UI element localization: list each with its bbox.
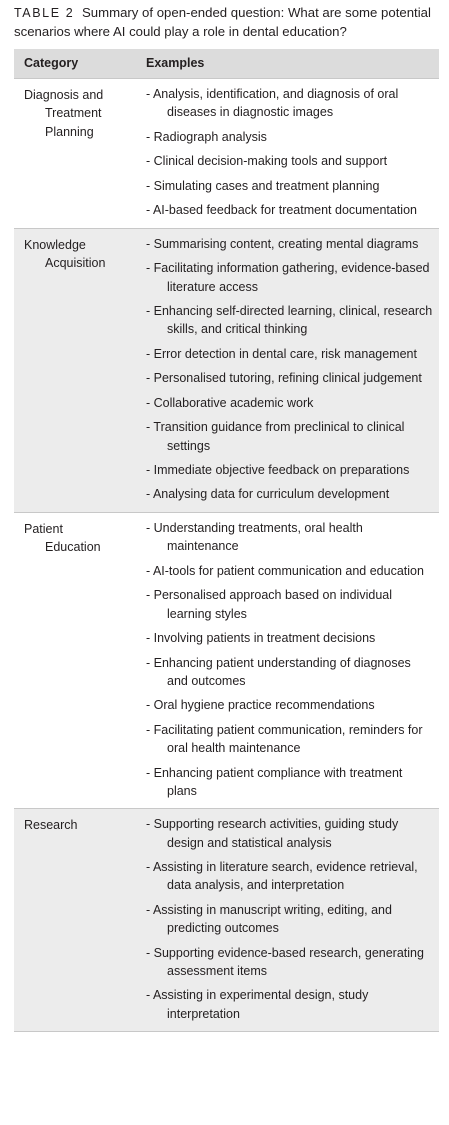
category-group [14,79,439,229]
category-column-header: Category [24,56,79,70]
example-item: - Assisting in manuscript writing, editing, and predicting outcomes [146,902,392,936]
examples-column-header: Examples [146,56,205,70]
example-item: - Analysis, identification, and diagnosis of oral diseases in diagnostic images [146,87,399,120]
example-item: - Radiograph analysis [146,129,267,144]
table-caption [14,4,444,41]
example-item: - Simulating cases and treatment planning [146,178,380,193]
category-label-line: Research [24,818,78,833]
table-label: TABLE 2 [14,6,75,20]
example-item: - Error detection in dental care, risk management [146,346,417,361]
example-item: - Involving patients in treatment decisions [146,631,376,646]
example-item: - Understanding treatments, oral health maintenance [146,520,363,554]
category-label-line: Planning [45,124,94,139]
example-item: - Assisting in literature search, evidence retrieval, data analysis, and interpretation [146,860,418,893]
category-label-line: Diagnosis and [24,88,104,102]
category-label-line: Knowledge [24,237,86,252]
category-cell [24,816,139,834]
category-label-line: Acquisition [45,256,106,271]
example-item: - Analysing data for curriculum development [146,487,390,502]
category-label-line: Patient [24,521,63,536]
examples-cell [146,229,439,512]
category-label-line: Education [45,540,101,555]
example-item: - Assisting in experimental design, study interpretation [146,988,369,1021]
example-item: - Oral hygiene practice recommendations [146,698,375,713]
examples-cell [146,79,439,228]
category-group [14,229,439,513]
category-cell [24,520,139,557]
example-item: - Transition guidance from preclinical to clinical settings [146,420,405,453]
scenarios-table [14,49,439,1032]
example-item: - Supporting research activities, guiding study design and statistical analysis [146,817,399,850]
table-body [14,79,439,1032]
category-label-line: Treatment [45,106,102,121]
example-item: - Collaborative academic work [146,395,314,410]
category-cell [24,236,139,273]
category-cell [24,86,139,141]
example-item: - Enhancing patient understanding of diagnoses and outcomes [146,655,411,688]
example-item: - AI-tools for patient communication and education [146,563,424,578]
example-item: - Enhancing self-directed learning, clinical, research skills, and critical thinking [146,303,433,337]
example-item: - Clinical decision-making tools and support [146,154,388,169]
example-item: - Supporting evidence-based research, generating assessment items [146,945,424,978]
examples-cell [146,809,439,1031]
example-item: - Immediate objective feedback on preparations [146,463,410,477]
table-title: Summary of open-ended question: What are some potential scenarios where AI could play a role in dental education? [14,5,431,39]
example-item: - Personalised tutoring, refining clinical judgement [146,371,422,386]
table-header-row [14,49,439,79]
examples-cell [146,513,439,808]
example-item: - Personalised approach based on individual learning styles [146,588,392,621]
example-item: - Enhancing patient compliance with treatment plans [146,765,403,798]
example-item: - AI-based feedback for treatment documentation [146,203,417,218]
category-group [14,809,439,1032]
example-item: - Summarising content, creating mental diagrams [146,236,419,251]
example-item: - Facilitating information gathering, evidence-based literature access [146,261,430,294]
category-group [14,513,439,809]
example-item: - Facilitating patient communication, reminders for oral health maintenance [146,722,423,756]
